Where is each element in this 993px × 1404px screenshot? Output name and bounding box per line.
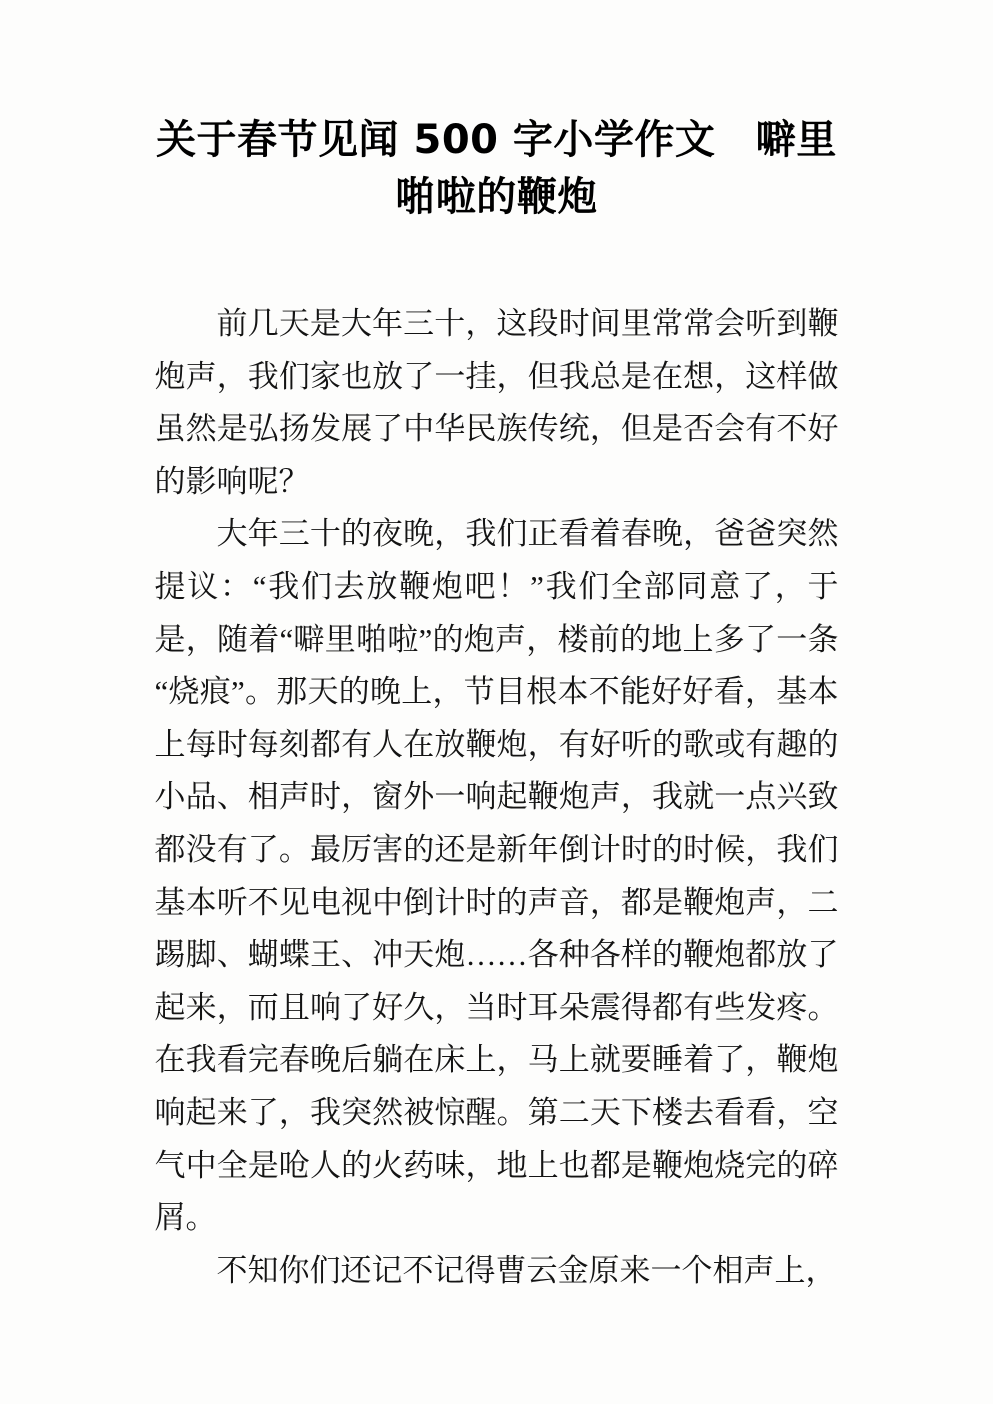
essay-paragraph-1: 前几天是大年三十，这段时间里常常会听到鞭炮声，我们家也放了一挂，但我总是在想，这样做虽然是弘扬发展了中华民族传统，但是否会有不好的影响呢？	[154, 306, 839, 499]
essay-body	[155, 298, 839, 1297]
essay-paragraph-2: 大年三十的夜晚，我们正看着春晚，爸爸突然提议：“我们去放鞭炮吧！”我们全部同意了，于是，随着“噼里啪啦”的炮声，楼前的地上多了一条“烧痕”。那天的晚上，节目根本不能好好看，基本上每时每刻都有人在放鞭炮，有好听的歌或有趣的小品、相声时，窗外一响起鞭炮声，我就一点兴致都没有了。最厉害的还是新年倒计时的时候，我们基本听不见电视中倒计时的声音，都是鞭炮声，二踢脚、蝴蝶王、冲天炮……各种各样的鞭炮都放了起来，而且响了好久，当时耳朵震得都有些发疼。在我看完春晚后躺在床上，马上就要睡着了，鞭炮响起来了，我突然被惊醒。第二天下楼去看看，空气中全是呛人的火药味，地上也都是鞭炮烧完的碎屑。	[154, 516, 839, 1236]
essay-paragraph-3: 不知你们还记不记得曹云金原来一个相声上，	[216, 1252, 837, 1288]
essay-title: 关于春节见闻 500 字小学作文 噼里啪啦的鞭炮	[156, 117, 837, 220]
